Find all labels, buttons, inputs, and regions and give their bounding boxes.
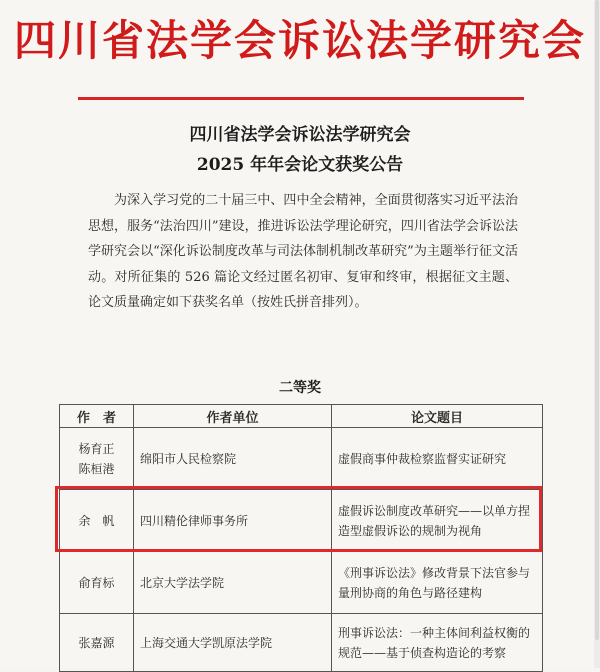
paper-title-cell: 虚假商事仲裁检察监督实证研究 xyxy=(332,428,543,490)
author-name: 俞育标 xyxy=(78,575,115,590)
award-level-heading: 二等奖 xyxy=(279,380,321,396)
paper-title-cell: 刑事诉讼法：一种主体间利益权衡的规范——基于侦查构造论的考察 xyxy=(332,614,543,672)
notice-title-line1: 四川省法学会诉讼法学研究会 xyxy=(189,125,411,145)
paper-title-cell: 虚假诉讼制度改革研究——以单方捏造型虚假诉讼的规制为视角 xyxy=(332,490,543,552)
award-table xyxy=(59,404,543,672)
unit-cell: 上海交通大学凯原法学院 xyxy=(134,614,332,672)
column-header-author: 作 者 xyxy=(60,405,134,428)
unit-cell: 北京大学法学院 xyxy=(134,552,332,614)
unit-cell: 绵阳市人民检察院 xyxy=(134,428,332,490)
table-row xyxy=(60,552,543,614)
author-cell xyxy=(60,614,134,672)
notice-body: 为深入学习党的二十届三中、四中全会精神，全面贯彻落实习近平法治思想，服务“法治四川”建设，推进诉讼法学理论研究，四川省法学会诉讼法学研究会以“深化诉讼制度改革与司法体制机制改革研究”为主题举行征文活动。对所征集的 526 篇论文经过匿名初审、复审和终审，根据征文主题、论文质量确定如下获奖名单（按姓氏拼音排列）。 xyxy=(88,193,518,310)
column-header-unit: 作者单位 xyxy=(134,405,332,428)
author-cell xyxy=(60,552,134,614)
unit-cell: 四川精伦律师事务所 xyxy=(134,490,332,552)
author-name: 杨育正 xyxy=(78,441,115,456)
table-header-row xyxy=(60,405,543,428)
vertical-scrollbar[interactable] xyxy=(594,0,600,668)
column-header-title: 论文题目 xyxy=(332,405,543,428)
author-cell xyxy=(60,490,134,552)
letterhead-title: 四川省法学会诉讼法学研究会 xyxy=(13,16,586,65)
author-name: 陈桓港 xyxy=(78,461,115,476)
table-row xyxy=(60,428,543,490)
paper-title-cell: 《刑事诉讼法》修改背景下法官参与量刑协商的角色与路径建构 xyxy=(332,552,543,614)
table-row xyxy=(60,490,543,552)
table-row xyxy=(60,614,543,672)
notice-title-line2: 2025 年年会论文获奖公告 xyxy=(196,155,404,175)
letterhead-divider xyxy=(78,97,524,100)
scrollbar-thumb[interactable] xyxy=(595,0,599,640)
author-name: 张嘉源 xyxy=(78,635,115,650)
author-name: 余 帆 xyxy=(78,513,115,528)
author-cell xyxy=(60,428,134,490)
